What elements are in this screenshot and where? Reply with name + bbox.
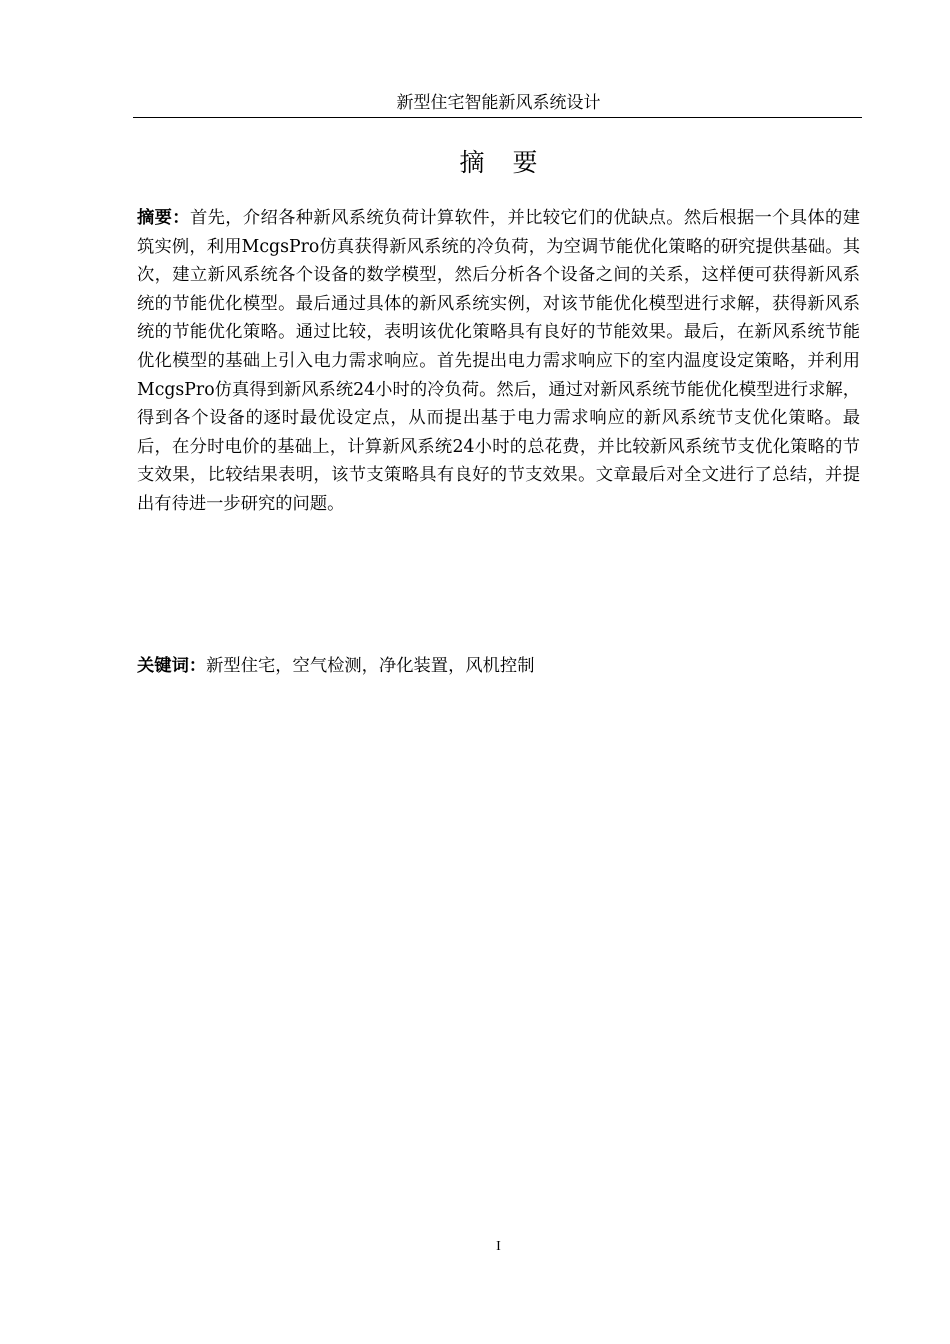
keywords-line [137, 652, 860, 681]
header-divider [133, 117, 862, 118]
running-header-title: 新型住宅智能新风系统设计 [396, 93, 601, 113]
abstract-paragraph [137, 204, 860, 519]
keywords-label: 关键词： [137, 656, 207, 676]
keywords-text: 新型住宅，空气检测，净化装置，风机控制 [206, 656, 535, 676]
page-title: 摘要 [459, 148, 566, 177]
abstract-label: 摘要： [137, 208, 190, 228]
abstract-text: 首先，介绍各种新风系统负荷计算软件，并比较它们的优缺点。然后根据一个具体的建筑实例，利用McgsPro仿真获得新风系统的冷负荷，为空调节能优化策略的研究提供基础。其次，建立新风系统各个设备的数学模型，然后分析各个设备之间的关系，这样便可获得新风系统的节能优化模型。最后通过具体的新风系统实例，对该节能优化模型进行求解，获得新风系统的节能优化策略。通过比较，表明该优化策略具有良好的节能效果。最后，在新风系统节能优化模型的基础上引入电力需求响应。首先提出电力需求响应下的室内温度设定策略，并利用McgsPro仿真得到新风系统24小时的冷负荷。然后，通过对新风系统节能优化模型进行求解，得到各个设备的逐时最优设定点，从而提出基于电力需求响应的新风系统节支优化策略。最后，在分时电价的基础上，计算新风系统24小时的总花费，并比较新风系统节支优化策略的节支效果，比较结果表明，该节支策略具有良好的节支效果。文章最后对全文进行了总结，并提出有待进一步研究的问题。 [137, 208, 860, 514]
page-number: I [496, 1239, 501, 1254]
